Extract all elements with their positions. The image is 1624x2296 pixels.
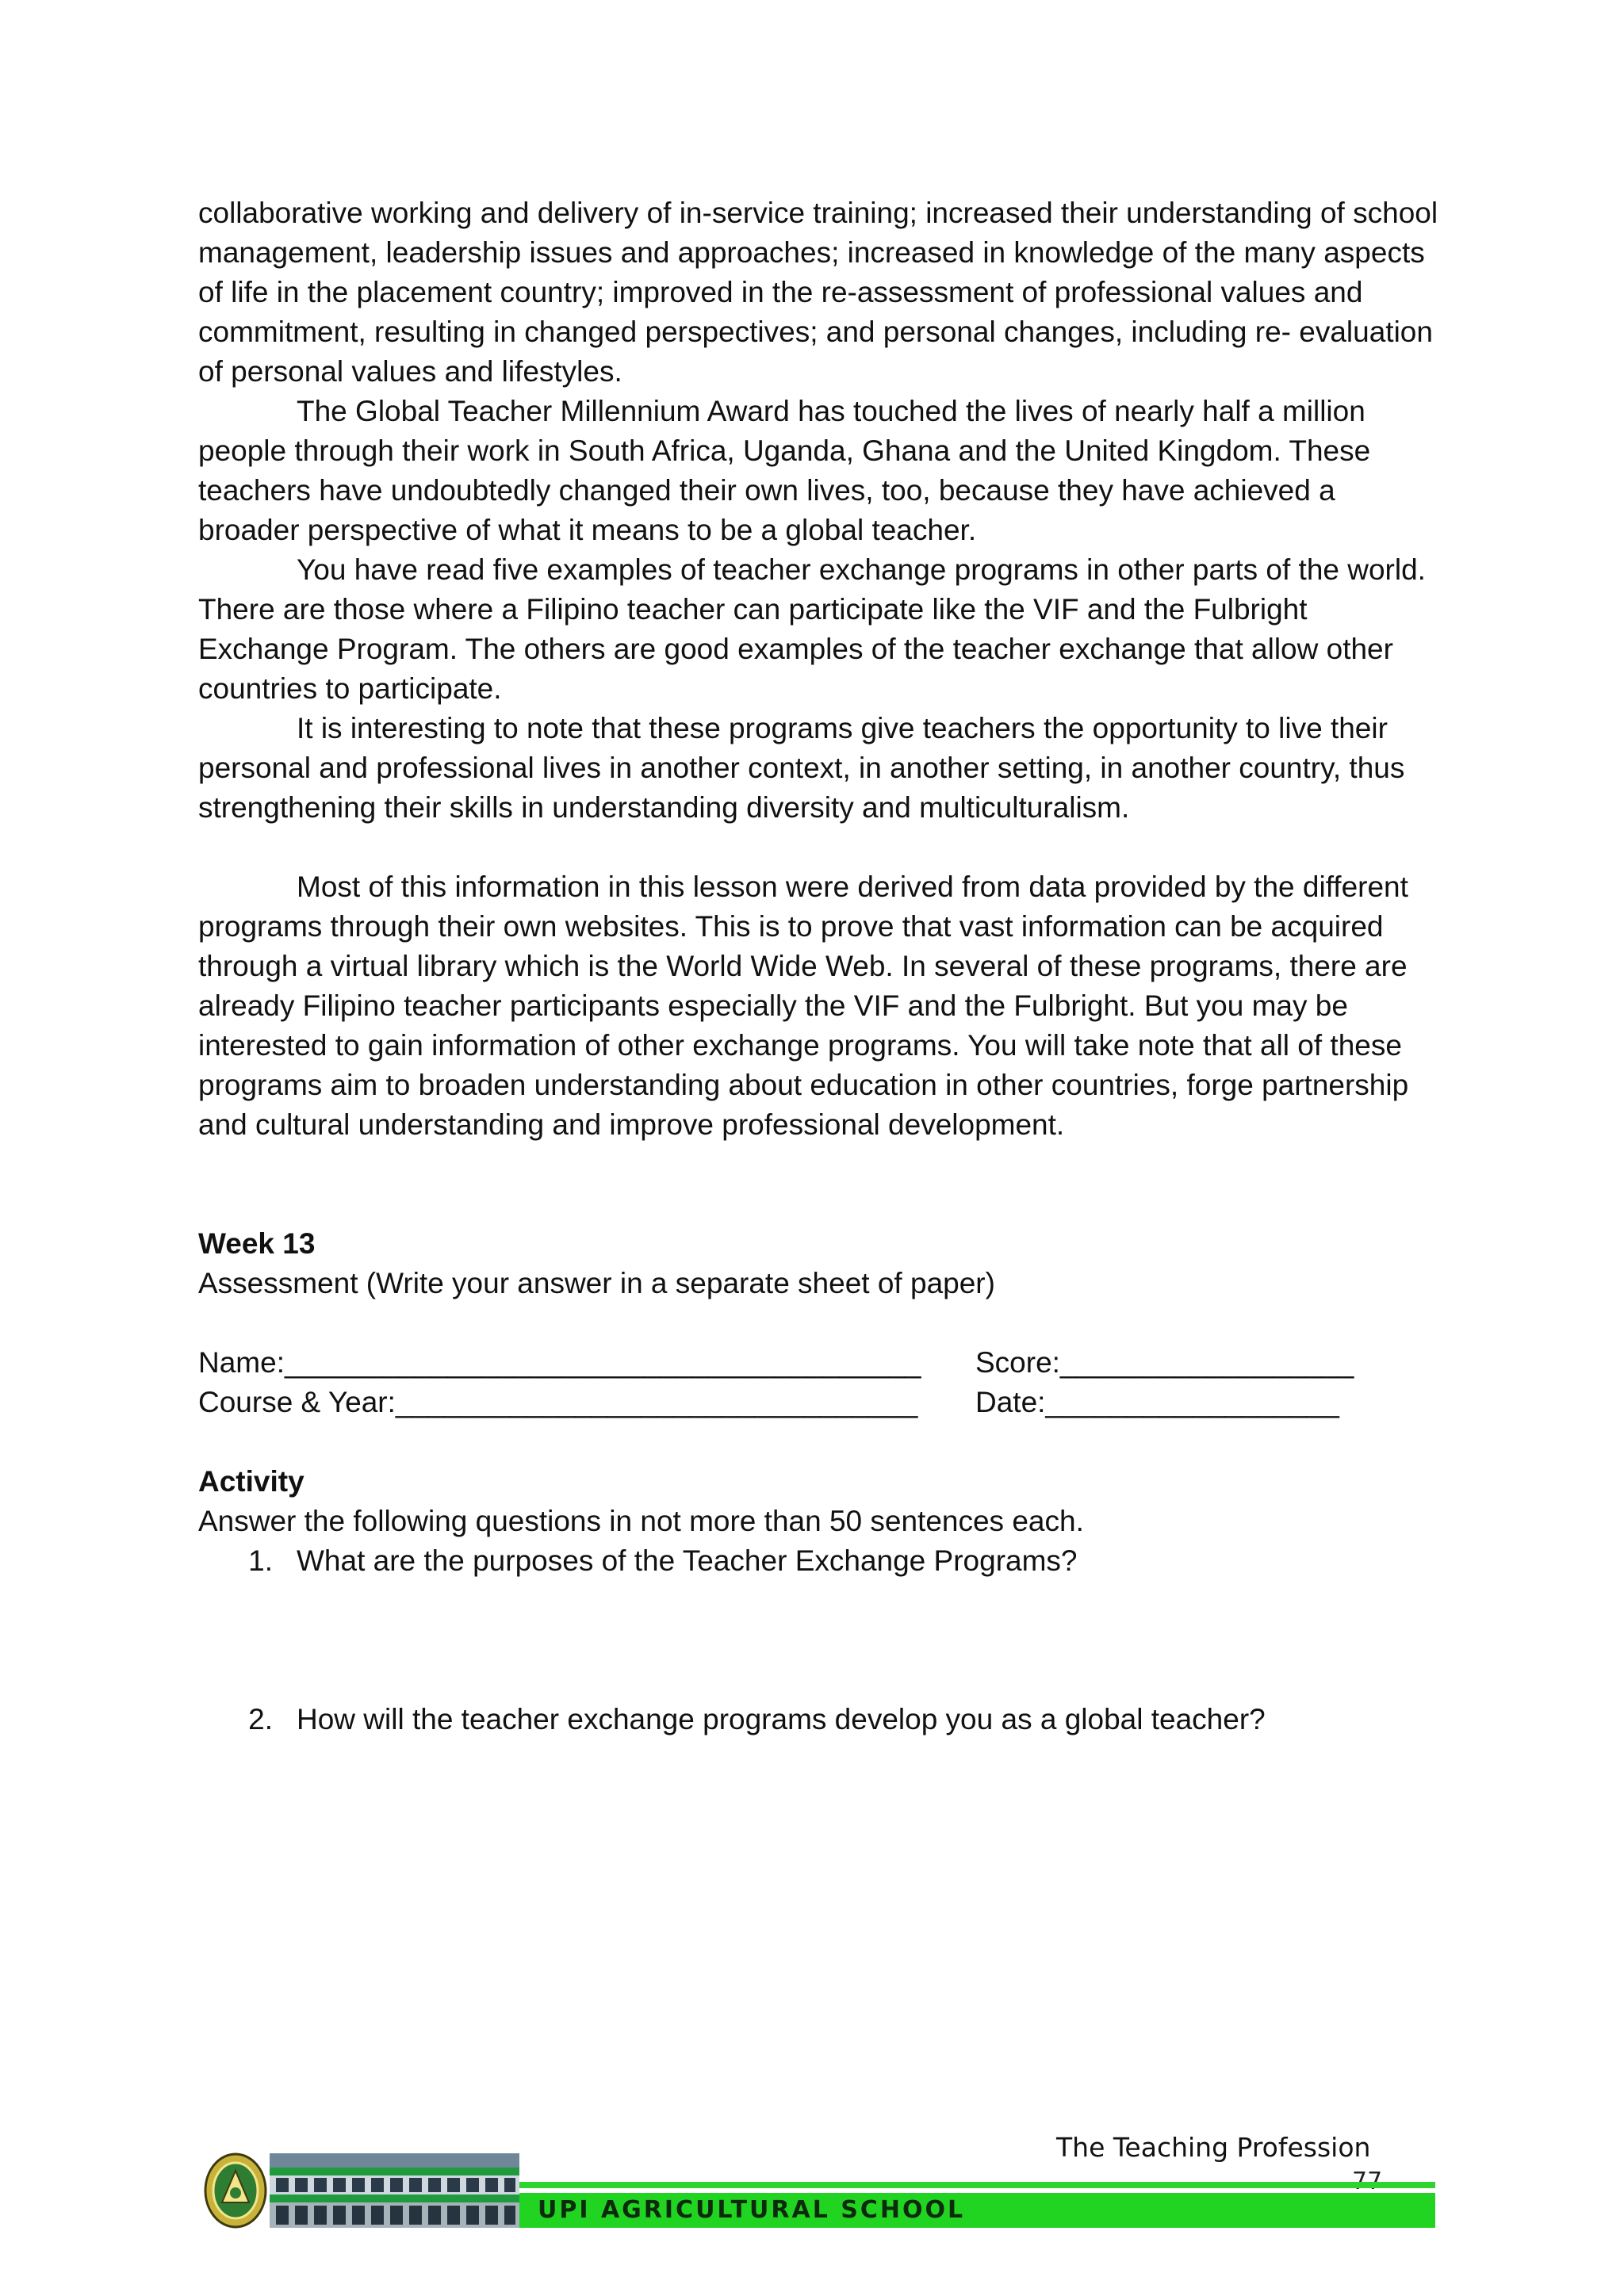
- assessment-instruction: Assessment (Write your answer in a separate sheet of paper): [198, 1267, 995, 1299]
- score-field: Score:__________________: [975, 1346, 1354, 1379]
- date-field: Date:__________________: [975, 1386, 1339, 1418]
- question-list: [198, 1541, 1443, 1739]
- school-seal-icon: [203, 2152, 268, 2229]
- paragraph-3: You have read five examples of teacher exchange programs in other parts of the world. There are those where a Filipino teacher can participate like the VIF and the Fulbright Exchange Program. The others are good examples of the teacher exchange that allow other countries to participate.: [198, 553, 1426, 705]
- week-heading: Week 13: [198, 1227, 316, 1260]
- question-item: [198, 1700, 1443, 1739]
- question-number: 2.: [248, 1703, 273, 1735]
- school-name: UPI AGRICULTURAL SCHOOL: [538, 2196, 966, 2224]
- question-text: What are the purposes of the Teacher Exchange Programs?: [297, 1544, 1078, 1577]
- footer-accent-line: [515, 2182, 1435, 2188]
- paragraph-4: It is interesting to note that these programs give teachers the opportunity to live their personal and professional lives in another context, in another setting, in another country, thus strengthening their skills in understanding diversity and multiculturalism.: [198, 712, 1405, 824]
- course-date-row: [198, 1383, 1443, 1422]
- paragraph-2: The Global Teacher Millennium Award has touched the lives of nearly half a million people through their work in South Africa, Uganda, Ghana and the United Kingdom. These teachers have undoubtedly changed their own lives, too, because they have achieved a broader perspective of what it means to be a global teacher.: [198, 395, 1371, 546]
- paragraph-1: collaborative working and delivery of in-service training; increased their understanding of school management, leadership issues and approaches; increased in knowledge of the many aspects of life in the placement country; improved in the re-assessment of professional values and commitment, resulting in changed perspectives; and personal changes, including re- evaluation of personal values and lifestyles.: [198, 197, 1438, 388]
- activity-instruction: Answer the following questions in not more than 50 sentences each.: [198, 1505, 1084, 1537]
- paragraph-5: Most of this information in this lesson were derived from data provided by the different programs through their own websites. This is to prove that vast information can be acquired through a virtual library which is the World Wide Web. In several of these programs, there are already Filipino teacher participants especially the VIF and the Fulbright. But you may be interested to gain information of other exchange programs. You will take note that all of these programs aim to broaden understanding about education in other countries, forge partnership and cultural understanding and improve professional development.: [198, 871, 1409, 1141]
- page-body: [198, 193, 1443, 1739]
- question-item: [198, 1541, 1443, 1581]
- course-year-field: Course & Year:________________________________: [198, 1386, 918, 1418]
- name-field: Name:_______________________________________: [198, 1346, 921, 1379]
- footer-book-title: The Teaching Profession: [1056, 2132, 1371, 2163]
- question-number: 1.: [248, 1544, 273, 1577]
- question-text: How will the teacher exchange programs develop you as a global teacher?: [297, 1703, 1266, 1735]
- activity-heading: Activity: [198, 1465, 304, 1498]
- school-building-photo: [270, 2153, 519, 2228]
- name-score-row: [198, 1343, 1443, 1383]
